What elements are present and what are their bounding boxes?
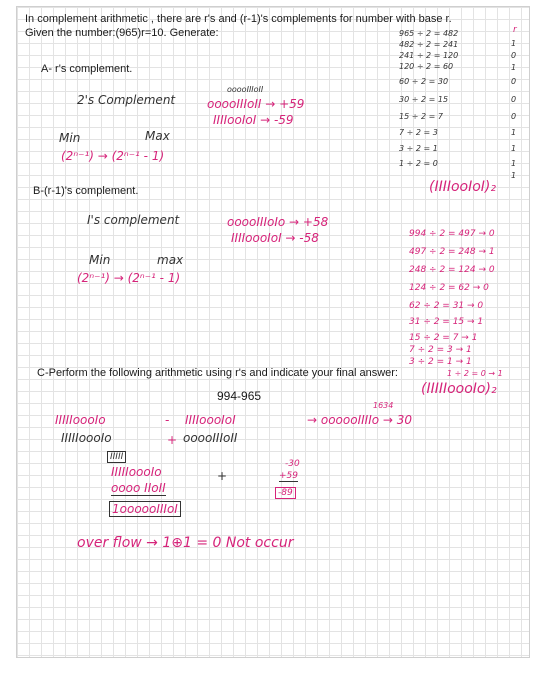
part-a-range: (2ⁿ⁻¹) → (2ⁿ⁻¹ - 1) <box>61 149 165 163</box>
division-994-result: (IIIIIoooIo)₂ <box>421 381 497 397</box>
part-b-min: Min <box>89 253 111 267</box>
side-calc-mid: +59 <box>279 471 298 481</box>
part-c-row1-right: IIIIoooIoI <box>185 413 236 427</box>
div965-bit-9: 1 <box>511 171 517 180</box>
part-c-row1-result: → oooooIIIIo → 30 <box>307 413 413 427</box>
div965-bit-0: 1 <box>511 39 517 48</box>
part-b-max: max <box>157 253 184 267</box>
div965-step-0: 965 ÷ 2 = 482 <box>399 29 459 38</box>
div994-step-1: 497 ÷ 2 = 248 → 1 <box>409 247 495 257</box>
part-a-label: A- r's complement. <box>41 63 133 75</box>
div965-bit-4: 0 <box>511 95 517 104</box>
header-line-1: In complement arithmetic , there are r's and (r-1)'s complements for number with base r. <box>25 13 452 25</box>
part-c-expression: 994-965 <box>217 389 262 403</box>
part-a-max: Max <box>145 129 170 143</box>
div965-bit-7: 1 <box>511 144 517 153</box>
div965-step-8: 3 ÷ 2 = 1 <box>399 144 438 153</box>
div994-step-0: 994 ÷ 2 = 497 → 0 <box>409 229 495 239</box>
part-c-carry-row: IIIII <box>107 451 126 463</box>
part-a-method: 2's Complement <box>77 93 176 107</box>
div965-bit-6: 1 <box>511 128 517 137</box>
div965-step-6: 15 ÷ 2 = 7 <box>399 112 443 121</box>
side-calc-top: -30 <box>285 459 300 469</box>
part-a-row-2: IIIIooIoI → -59 <box>213 113 294 127</box>
div965-step-3: 120 ÷ 2 = 60 <box>399 62 454 71</box>
div994-step-3: 124 ÷ 2 = 62 → 0 <box>409 283 489 293</box>
div994-step-8: 3 ÷ 2 = 1 → 1 <box>409 357 472 367</box>
notebook-page <box>16 6 530 658</box>
div965-step-7: 7 ÷ 2 = 3 <box>399 128 438 137</box>
part-c-row1-op: - <box>165 413 170 427</box>
div965-step-2: 241 ÷ 2 = 120 <box>399 51 459 60</box>
div965-step-9: 1 ÷ 2 = 0 <box>399 159 438 168</box>
part-c-row1-left: IIIIIoooIo <box>55 413 106 427</box>
div965-step-5: 30 ÷ 2 = 15 <box>399 95 449 104</box>
part-c-row2-left: IIIIIoooIo <box>61 431 112 445</box>
side-calc-result: -89 <box>275 487 296 499</box>
header-line-2: Given the number:(965)r=10. Generate: <box>25 27 219 39</box>
part-c-plus: + <box>217 469 228 483</box>
part-c-label: C-Perform the following arithmetic using r's and indicate your final answer: <box>37 367 398 379</box>
div965-step-4: 60 ÷ 2 = 30 <box>399 77 449 86</box>
part-b-range: (2ⁿ⁻¹) → (2ⁿ⁻¹ - 1) <box>77 271 181 285</box>
div994-step-4: 62 ÷ 2 = 31 → 0 <box>409 301 484 311</box>
div994-step-9: 1 ÷ 2 = 0 → 1 <box>447 369 503 378</box>
division-965-header: r <box>513 25 517 35</box>
div965-bit-1: 0 <box>511 51 517 60</box>
division-965-result: (IIIIooIoI)₂ <box>429 179 497 195</box>
part-b-row-2: IIIIoooIoI → -58 <box>231 231 319 245</box>
part-c-row2-op: + <box>167 433 178 447</box>
div965-bit-2: 1 <box>511 63 517 72</box>
div994-step-5: 31 ÷ 2 = 15 → 1 <box>409 317 484 327</box>
part-c-add-bottom: oooo IIoII <box>111 481 166 495</box>
div965-bit-5: 0 <box>511 112 517 121</box>
div994-step-7: 7 ÷ 2 = 3 → 1 <box>409 345 472 355</box>
part-c-overflow: over flow → 1⊕1 = 0 Not occur <box>77 535 294 551</box>
part-c-add-top: IIIIIoooIo <box>111 465 162 479</box>
div994-step-2: 248 ÷ 2 = 124 → 0 <box>409 265 495 275</box>
part-c-row2-right: ooooIIIoII <box>183 431 238 445</box>
part-b-method: I's complement <box>87 213 180 227</box>
part-b-row-1: ooooIIIoIo → +58 <box>227 215 329 229</box>
part-c-add-result: 1oooooIIIoI <box>109 501 181 517</box>
div994-step-6: 15 ÷ 2 = 7 → 1 <box>409 333 478 343</box>
part-b-label: B-(r-1)'s complement. <box>33 185 139 197</box>
div965-bit-3: 0 <box>511 77 517 86</box>
part-a-row-1: ooooIIIoII → +59 <box>207 97 305 111</box>
div965-bit-8: 1 <box>511 159 517 168</box>
part-c-row1-note: 1634 <box>373 401 394 410</box>
div965-step-1: 482 ÷ 2 = 241 <box>399 40 459 49</box>
part-a-min: Min <box>59 131 81 145</box>
part-a-note: ooooIIIoII <box>227 85 264 94</box>
